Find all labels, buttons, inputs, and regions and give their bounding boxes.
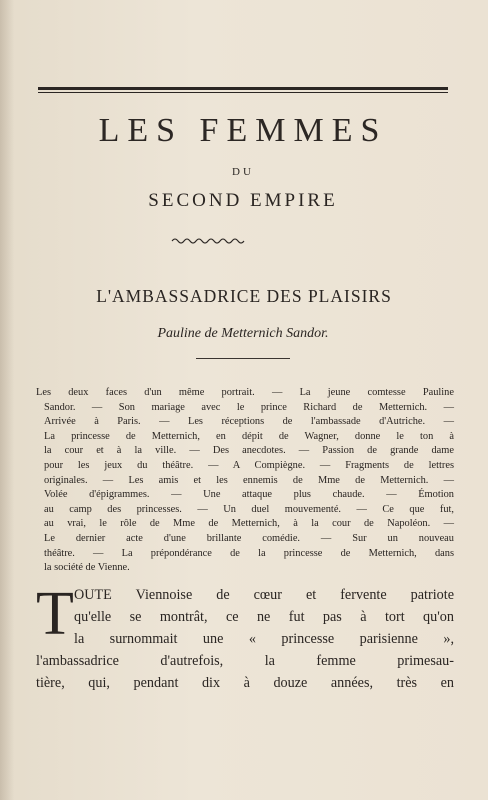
chapter-rule [196,358,290,359]
book-subtitle: SECOND EMPIRE [148,190,338,211]
wave-ornament-icon [170,236,246,246]
book-title-du: DU [232,166,254,178]
summary-line: La princesse de Metternich, en dépit de Wagner, donne le ton à [44,430,454,442]
summary-line: Sandor. — Son mariage avec le prince Richard de Metternich. — [44,401,454,413]
summary-line: Arrivée à Paris. — Les réceptions de l'ambassade d'Autriche. — [44,416,454,428]
summary-line: Le dernier acte d'une brillante comédie. — Sur un nouveau [44,532,454,544]
summary-line: la société de Vienne. [44,562,130,574]
body-line [36,584,454,606]
summary-line: théâtre. — La prépondérance de la princesse de Metternich, dans [44,547,454,559]
summary-line: au vrai, le rôle de Mme de Metternich, à la cour de Napoléon. — [44,518,454,530]
summary-line: Volée d'épigrammes. — Une attaque plus chaude. — Émotion [44,489,454,501]
body-line: la surnommait une « princesse parisienne », [74,631,454,647]
first-word-smallcaps: OUTE [74,587,112,603]
summary-line: la cour et à la ville. — Des anecdotes. — Passion de grande dame [44,445,454,457]
chapter-title: L'AMBASSADRICE DES PLAISIRS [96,286,392,306]
header-thin-rule [38,92,448,93]
chapter-person: Pauline de Metternich Sandor. [157,326,329,341]
summary-line: Les deux faces d'un même portrait. — La jeune comtesse Pauline [36,387,454,398]
body-line-1-rest: Viennoise de cœur et fervente patriote [111,587,454,603]
body-line: l'ambassadrice d'autrefois, la femme primesau- [36,653,454,669]
book-title: LES FEMMES [98,112,388,149]
body-text [36,580,454,694]
summary-line: au camp des princesses. — Un duel mouvementé. — Ce que fut, [44,503,454,515]
page-gutter-shadow [0,0,14,800]
header-thick-rule [38,87,448,90]
summary-line: originales. — Les amis et les ennemis de Mme de Metternich. — [44,474,454,486]
chapter-summary [36,386,454,576]
body-line: tière, qui, pendant dix à douze années, très en [36,675,454,691]
body-line: qu'elle se montrât, ce ne fut pas à tort qu'on [74,609,454,625]
drop-cap: T [36,580,74,648]
summary-line: pour les jeux du théâtre. — A Compiègne. — Fragments de lettres [44,459,454,471]
